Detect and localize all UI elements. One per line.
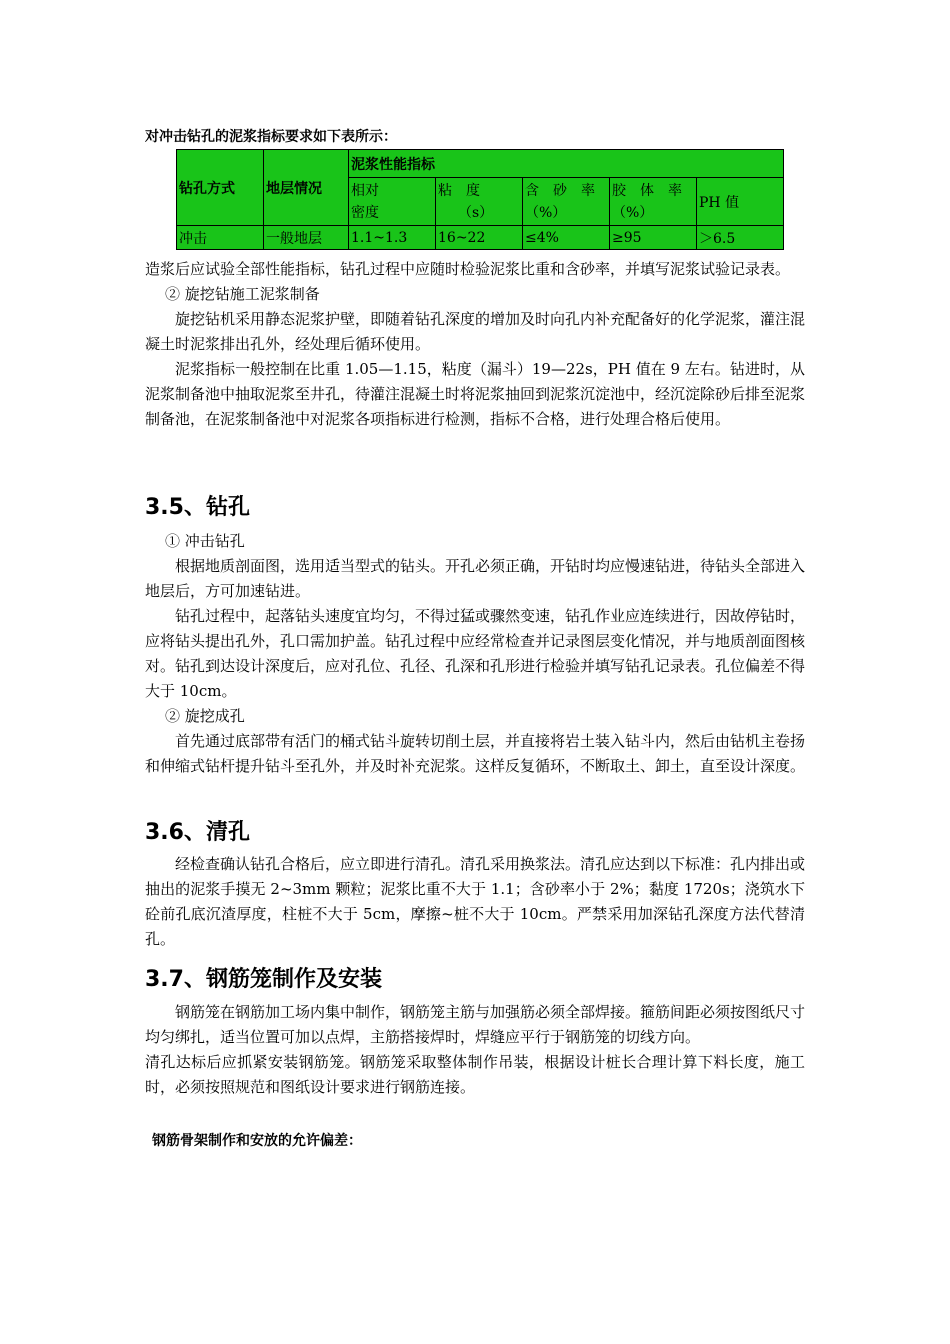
paragraph: 泥浆指标一般控制在比重 1.05—1.15，粘度（漏斗）19—22s，PH 值在 9 左右。钻进时，从泥浆制备池中抽取泥浆至井孔，待灌注混凝土时将泥浆抽回到泥浆沉淀池中，经沉淀除砂后排至泥浆制备池，在泥浆制备池中对泥浆各项指标进行检测，指标不合格，进行处理合格后使用。 — [145, 360, 806, 428]
table-row — [177, 226, 784, 250]
paragraph: 造浆后应试验全部性能指标，钻孔过程中应随时检验泥浆比重和含砂率，并填写泥浆试验记录表。 — [145, 260, 791, 278]
cell-sand: ≤4% — [523, 226, 610, 250]
header-relative-density: 相对 密度 — [349, 178, 436, 226]
cell-method: 冲击 — [177, 226, 264, 250]
header-mud-performance: 泥浆性能指标 — [349, 150, 784, 178]
header-stratum: 地层情况 — [264, 150, 349, 226]
paragraph: 首先通过底部带有活门的桶式钻斗旋转切削土层，并直接将岩土装入钻斗内，然后由钻机主卷扬和伸缩式钻杆提升钻斗至孔外，并及时补充泥浆。这样反复循环，不断取土、卸土，直至设计深度。 — [145, 732, 806, 775]
paragraph: 钢筋笼在钢筋加工场内集中制作，钢筋笼主筋与加强筋必须全部焊接。箍筋间距必须按图纸尺寸均匀绑扎，适当位置可加以点焊，主筋搭接焊时，焊缝应平行于钢筋笼的切线方向。 — [145, 1003, 806, 1046]
list-item: ② 旋挖成孔 — [165, 707, 245, 725]
cell-stratum: 一般地层 — [264, 226, 349, 250]
paragraph: 旋挖钻机采用静态泥浆护壁，即随着钻孔深度的增加及时向孔内补充配备好的化学泥浆，灌注混凝土时泥浆排出孔外，经处理后循环使用。 — [145, 310, 806, 353]
cell-viscosity: 16~22 — [436, 226, 523, 250]
section-heading-3-6: 3.6、清孔 — [145, 820, 250, 845]
header-colloid-rate: 胶 体 率 （%） — [610, 178, 697, 226]
section-heading-3-5: 3.5、钻孔 — [145, 495, 250, 520]
drilling-section — [145, 529, 805, 779]
paragraph: 经检查确认钻孔合格后，应立即进行清孔。清孔采用换浆法。清孔应达到以下标准：孔内排出或抽出的泥浆手摸无 2~3mm 颗粒；泥浆比重不大于 1.1；含砂率小于 2%；黏度 1720s；浇筑水下砼前孔底沉渣厚度，柱桩不大于 5cm，摩擦~桩不大于 10cm。严禁采用加深钻孔深度方法代替清孔。 — [145, 855, 806, 948]
list-item: ① 冲击钻孔 — [165, 532, 245, 550]
header-drilling-method: 钻孔方式 — [177, 150, 264, 226]
header-viscosity: 粘 度 （s） — [436, 178, 523, 226]
paragraph: 钻孔过程中，起落钻头速度宜均匀，不得过猛或骤然变速，钻孔作业应连续进行，因故停钻时，应将钻头提出孔外，孔口需加护盖。钻孔过程中应经常检查并记录图层变化情况，并与地质剖面图核对。钻孔到达设计深度后，应对孔位、孔径、孔深和孔形进行检验并填写钻孔记录表。孔位偏差不得大于 10cm。 — [145, 607, 806, 700]
hole-cleaning-section — [145, 852, 805, 952]
cell-ph: ＞6.5 — [697, 226, 784, 250]
cell-density: 1.1~1.3 — [349, 226, 436, 250]
header-ph: PH 值 — [697, 178, 784, 226]
mud-index-table — [176, 149, 784, 250]
paragraph: 清孔达标后应抓紧安装钢筋笼。钢筋笼采取整体制作吊装，根据设计桩长合理计算下料长度，施工时，必须按照规范和图纸设计要求进行钢筋连接。 — [145, 1053, 805, 1096]
tolerance-caption: 钢筋骨架制作和安放的允许偏差： — [152, 1133, 362, 1149]
table-intro: 对冲击钻孔的泥浆指标要求如下表所示： — [145, 129, 397, 145]
rebar-cage-section — [145, 1000, 805, 1100]
header-sand-content: 含 砂 率 （%） — [523, 178, 610, 226]
list-item: ② 旋挖钻施工泥浆制备 — [165, 285, 320, 303]
paragraph: 根据地质剖面图，选用适当型式的钻头。开孔必须正确，开钻时均应慢速钻进，待钻头全部进入地层后，方可加速钻进。 — [145, 557, 806, 600]
cell-colloid: ≥95 — [610, 226, 697, 250]
section-heading-3-7: 3.7、钢筋笼制作及安装 — [145, 967, 382, 992]
mud-section — [145, 257, 805, 432]
